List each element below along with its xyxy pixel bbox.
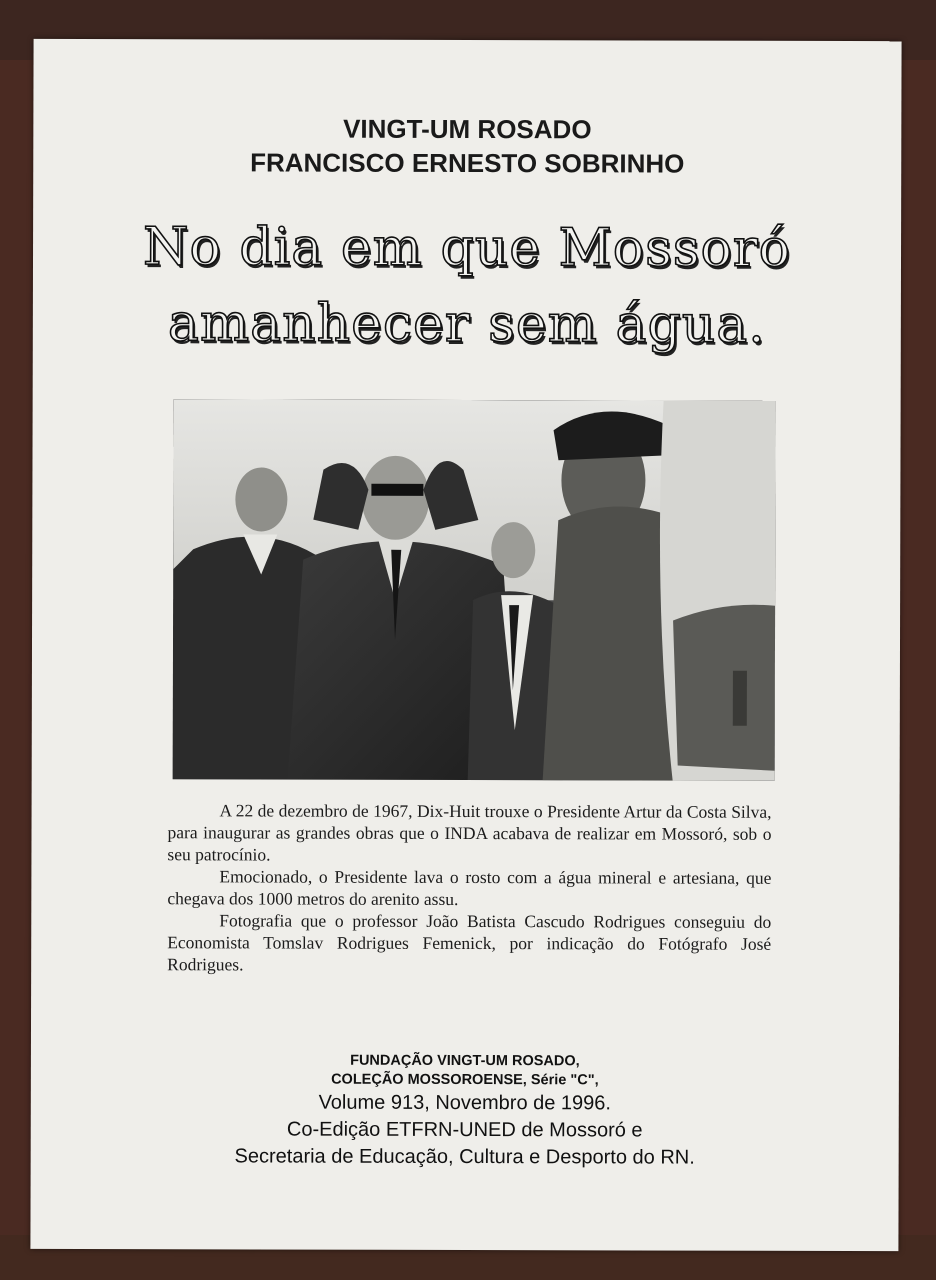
caption-paragraph-3: Fotografia que o professor João Batista Cascudo Rodrigues conseguiu do Economista Tomslav Rodrigues Femenick, por indicação do Fotógrafo José Rodrigues.: [167, 910, 772, 975]
book-title: [33, 209, 901, 363]
publisher-line-1: FUNDAÇÃO VINGT-UM ROSADO,: [350, 1052, 580, 1070]
publisher-line-4: Co-Edição ETFRN-UNED de Mossoró e: [286, 1118, 643, 1142]
photo-illustration: [173, 399, 776, 781]
cover-photo: [173, 399, 776, 781]
caption-paragraph-1: A 22 de dezembro de 1967, Dix-Huit trouxe o Presidente Artur da Costa Silva, para inaugurar as grandes obras que o INDA acabava de realizar em Mossoró, sob o seu patrocínio.: [167, 800, 772, 865]
book-cover: [30, 39, 901, 1251]
authors: [33, 111, 901, 181]
publisher-line-5: Secretaria de Educação, Cultura e Desporto do RN.: [234, 1145, 695, 1169]
caption-paragraph-2: Emocionado, o Presidente lava o rosto com a água mineral e artesiana, que chegava dos 1000 metros do arenito assu.: [167, 866, 772, 909]
photo-caption: [167, 799, 771, 977]
publisher-line-2: COLEÇÃO MOSSOROENSE, Série "C",: [331, 1071, 599, 1089]
publisher-line-3: Volume 913, Novembro de 1996.: [318, 1091, 612, 1115]
author-2: FRANCISCO ERNESTO SOBRINHO: [250, 147, 685, 179]
title-line-2: amanhecer sem água.: [167, 293, 766, 355]
author-1: VINGT-UM ROSADO: [343, 113, 592, 145]
publisher-info: [31, 1051, 899, 1172]
title-line-1: No dia em que Mossoró: [143, 217, 792, 279]
